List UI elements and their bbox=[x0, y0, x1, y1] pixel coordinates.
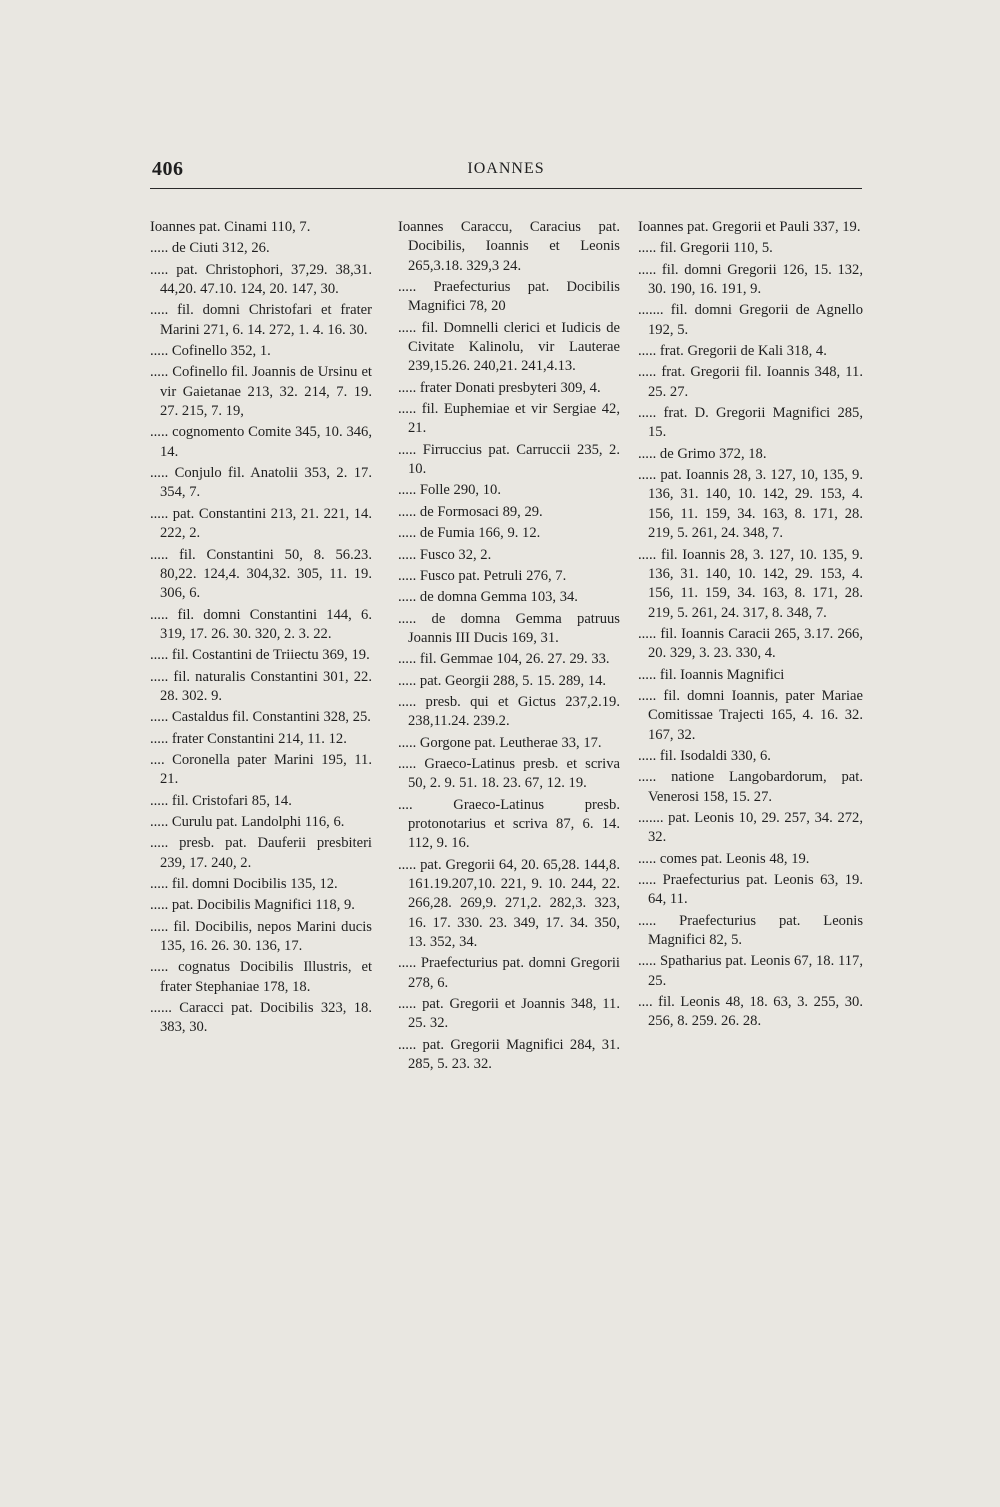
index-entry: ..... fil. domni Docibilis 135, 12. bbox=[150, 876, 338, 892]
index-entry: ..... Praefecturius pat. Leonis 63, 19. 64, 11. bbox=[638, 872, 863, 908]
index-entry: ..... de Formosaci 89, 29. bbox=[398, 503, 543, 520]
index-entry: ...... Caracci pat. Docibilis 323, 18. 383, 30. bbox=[150, 1000, 372, 1036]
index-entry: ..... fil. Docibilis, nepos Marini ducis 135, 16. 26. 30. 136, 17. bbox=[150, 918, 372, 955]
index-entry: ..... frater Constantini 214, 11. 12. bbox=[150, 730, 347, 747]
index-entry: ..... pat. Ioannis 28, 3. 127, 10, 135, 9. 136, 31. 140, 10. 142, 29. 153, 4. 156, 11. 159, 34. 163, 8. 171, 28. 219, 5. 261, 24. 348, 7. bbox=[638, 467, 863, 542]
index-entry: ..... Cofinello fil. Joannis de Ursinu et vir Gaietanae 213, 32. 214, 7. 19. 27. 215, 7. 19, bbox=[150, 364, 372, 420]
index-entry: ..... Graeco-Latinus presb. et scriva 50, 2. 9. 51. 18. 23. 67, 12. 19. bbox=[398, 755, 620, 792]
index-entry: ..... natione Langobardorum, pat. Venerosi 158, 15. 27. bbox=[638, 769, 863, 805]
index-entry: ..... pat. Georgii 288, 5. 15. 289, 14. bbox=[398, 672, 607, 689]
index-entry: ..... fil. Constantini 50, 8. 56.23. 80,22. 124,4. 304,32. 305, 11. 19. 306, 6. bbox=[150, 546, 372, 602]
index-entry: ..... Firruccius pat. Carruccii 235, 2. 10. bbox=[398, 441, 620, 478]
index-entry: ..... de Ciuti 312, 26. bbox=[150, 240, 270, 257]
index-entry: ..... fil. domni Ioannis, pater Mariae Comitissae Trajecti 165, 4. 16. 32. 167, 32. bbox=[638, 687, 863, 743]
index-entry: ..... Gorgone pat. Leutherae 33, 17. bbox=[398, 734, 602, 751]
index-entry: ..... fil. Euphemiae et vir Sergiae 42, 21. bbox=[398, 401, 620, 437]
index-entry: ..... Praefecturius pat. domni Gregorii 278, 6. bbox=[398, 955, 620, 991]
index-entry: ..... Spatharius pat. Leonis 67, 18. 117, 25. bbox=[638, 953, 863, 989]
page-number: 406 bbox=[152, 158, 184, 180]
index-entry: ..... fil. Ioannis Magnifici bbox=[638, 666, 785, 683]
index-entry: ..... fil. domni Christofari et frater Marini 271, 6. 14. 272, 1. 4. 16. 30. bbox=[150, 302, 372, 338]
index-entry: ..... cognomento Comite 345, 10. 346, 14. bbox=[150, 424, 372, 460]
index-entry: ..... fil. Gemmae 104, 26. 27. 29. 33. bbox=[398, 651, 610, 668]
index-entry: ..... pat. Constantini 213, 21. 221, 14. 222, 2. bbox=[150, 505, 372, 542]
index-entry: ..... fil. Ioannis Caracii 265, 3.17. 266, 20. 329, 3. 23. 330, 4. bbox=[638, 625, 863, 662]
index-entry: ..... cognatus Docibilis Illustris, et frater Stephaniae 178, 18. bbox=[150, 959, 372, 995]
index-entry: ..... Castaldus fil. Constantini 328, 25. bbox=[150, 709, 371, 726]
index-entry: ..... Cofinello 352, 1. bbox=[150, 343, 271, 360]
index-entry: ..... comes pat. Leonis 48, 19. bbox=[638, 850, 810, 867]
index-entry: ..... frat. Gregorii fil. Ioannis 348, 11. 25. 27. bbox=[638, 364, 863, 400]
index-entry: Ioannes pat. Cinami 110, 7. bbox=[150, 219, 311, 235]
index-entry: ..... de Fumia 166, 9. 12. bbox=[398, 525, 541, 542]
index-entry: ..... Conjulo fil. Anatolii 353, 2. 17. 354, 7. bbox=[150, 465, 372, 501]
index-entry: ....... pat. Leonis 10, 29. 257, 34. 272, 32. bbox=[638, 809, 863, 846]
index-entry: ..... fil. Cristofari 85, 14. bbox=[150, 792, 292, 809]
index-entry: ..... pat. Gregorii 64, 20. 65,28. 144,8. 161.19.207,10. 221, 9. 10. 244, 22. 266,28. 269,9. 271,2. 282,3. 323, 16. 17. 330. 23. 349, 17. 34. 350, 13. 352, 34. bbox=[398, 856, 620, 951]
index-entry: ..... pat. Gregorii Magnifici 284, 31. 285, 5. 23. 32. bbox=[398, 1036, 620, 1073]
index-entry: Ioannes Caraccu, Caracius pat. Docibilis, Ioannis et Leonis 265,3.18. 329,3 24. bbox=[398, 219, 620, 274]
index-entry: ..... frat. Gregorii de Kali 318, 4. bbox=[638, 343, 827, 360]
index-entry: ..... Folle 290, 10. bbox=[398, 482, 501, 499]
index-entry: ..... presb. qui et Gictus 237,2.19. 238,11.24. 239.2. bbox=[398, 693, 620, 730]
index-columns bbox=[150, 218, 864, 1238]
index-entry: ..... fil. domni Constantini 144, 6. 319, 17. 26. 30. 320, 2. 3. 22. bbox=[150, 606, 372, 642]
index-entry: ..... fil. Gregorii 110, 5. bbox=[638, 240, 773, 257]
index-entry: Ioannes pat. Gregorii et Pauli 337, 19. bbox=[638, 219, 861, 235]
index-entry: ..... frat. D. Gregorii Magnifici 285, 15. bbox=[638, 405, 863, 441]
index-entry: ..... presb. pat. Dauferii presbiteri 239, 17. 240, 2. bbox=[150, 835, 372, 871]
index-entry: ..... de domna Gemma patruus Joannis III Ducis 169, 31. bbox=[398, 610, 620, 646]
index-entry: ..... fil. Isodaldi 330, 6. bbox=[638, 747, 771, 764]
index-entry: ..... de Grimo 372, 18. bbox=[638, 445, 767, 462]
index-entry: ..... Fusco pat. Petruli 276, 7. bbox=[398, 567, 567, 584]
index-entry: .... fil. Leonis 48, 18. 63, 3. 255, 30. 256, 8. 259. 26. 28. bbox=[638, 994, 863, 1030]
index-entry: ..... Praefecturius pat. Docibilis Magnifici 78, 20 bbox=[398, 279, 620, 315]
index-column-middle bbox=[398, 218, 620, 1076]
index-entry: ..... fil. naturalis Constantini 301, 22. 28. 302. 9. bbox=[150, 668, 372, 704]
index-entry: ..... fil. Ioannis 28, 3. 127, 10. 135, 9. 136, 31. 140, 10. 142, 29. 153, 4. 156, 11. 159, 34. 163, 8. 171, 28. 219, 5. 261, 24. 317, 8. 348, 7. bbox=[638, 546, 863, 621]
index-entry: ..... pat. Docibilis Magnifici 118, 9. bbox=[150, 897, 355, 914]
index-entry: ..... Praefecturius pat. Leonis Magnifici 82, 5. bbox=[638, 912, 863, 949]
index-entry: ..... fil. Costantini de Triiectu 369, 19. bbox=[150, 647, 370, 664]
running-title: IOANNES bbox=[467, 160, 545, 177]
index-entry: ..... Fusco 32, 2. bbox=[398, 546, 492, 563]
index-entry: .... Graeco-Latinus presb. protonotarius et scriva 87, 6. 14. 112, 9. 16. bbox=[398, 796, 620, 852]
index-entry: ..... de domna Gemma 103, 34. bbox=[398, 589, 578, 606]
index-entry: ..... pat. Gregorii et Joannis 348, 11. 25. 32. bbox=[398, 996, 620, 1032]
index-entry: ..... Curulu pat. Landolphi 116, 6. bbox=[150, 813, 345, 830]
index-entry: ..... pat. Christophori, 37,29. 38,31. 44,20. 47.10. 124, 20. 147, 30. bbox=[150, 261, 372, 298]
index-column-right bbox=[638, 218, 863, 1034]
index-column-left bbox=[150, 218, 372, 1040]
index-entry: ..... fil. Domnelli clerici et Iudicis de Civitate Kalinolu, vir Lauterae 239,15.26. 240,21. 241,4.13. bbox=[398, 319, 620, 375]
index-entry: ..... fil. domni Gregorii 126, 15. 132, 30. 190, 16. 191, 9. bbox=[638, 261, 863, 298]
index-entry: ..... frater Donati presbyteri 309, 4. bbox=[398, 379, 601, 396]
index-entry: ....... fil. domni Gregorii de Agnello 192, 5. bbox=[638, 302, 863, 338]
page-header bbox=[150, 158, 862, 189]
index-entry: .... Coronella pater Marini 195, 11. 21. bbox=[150, 751, 372, 788]
